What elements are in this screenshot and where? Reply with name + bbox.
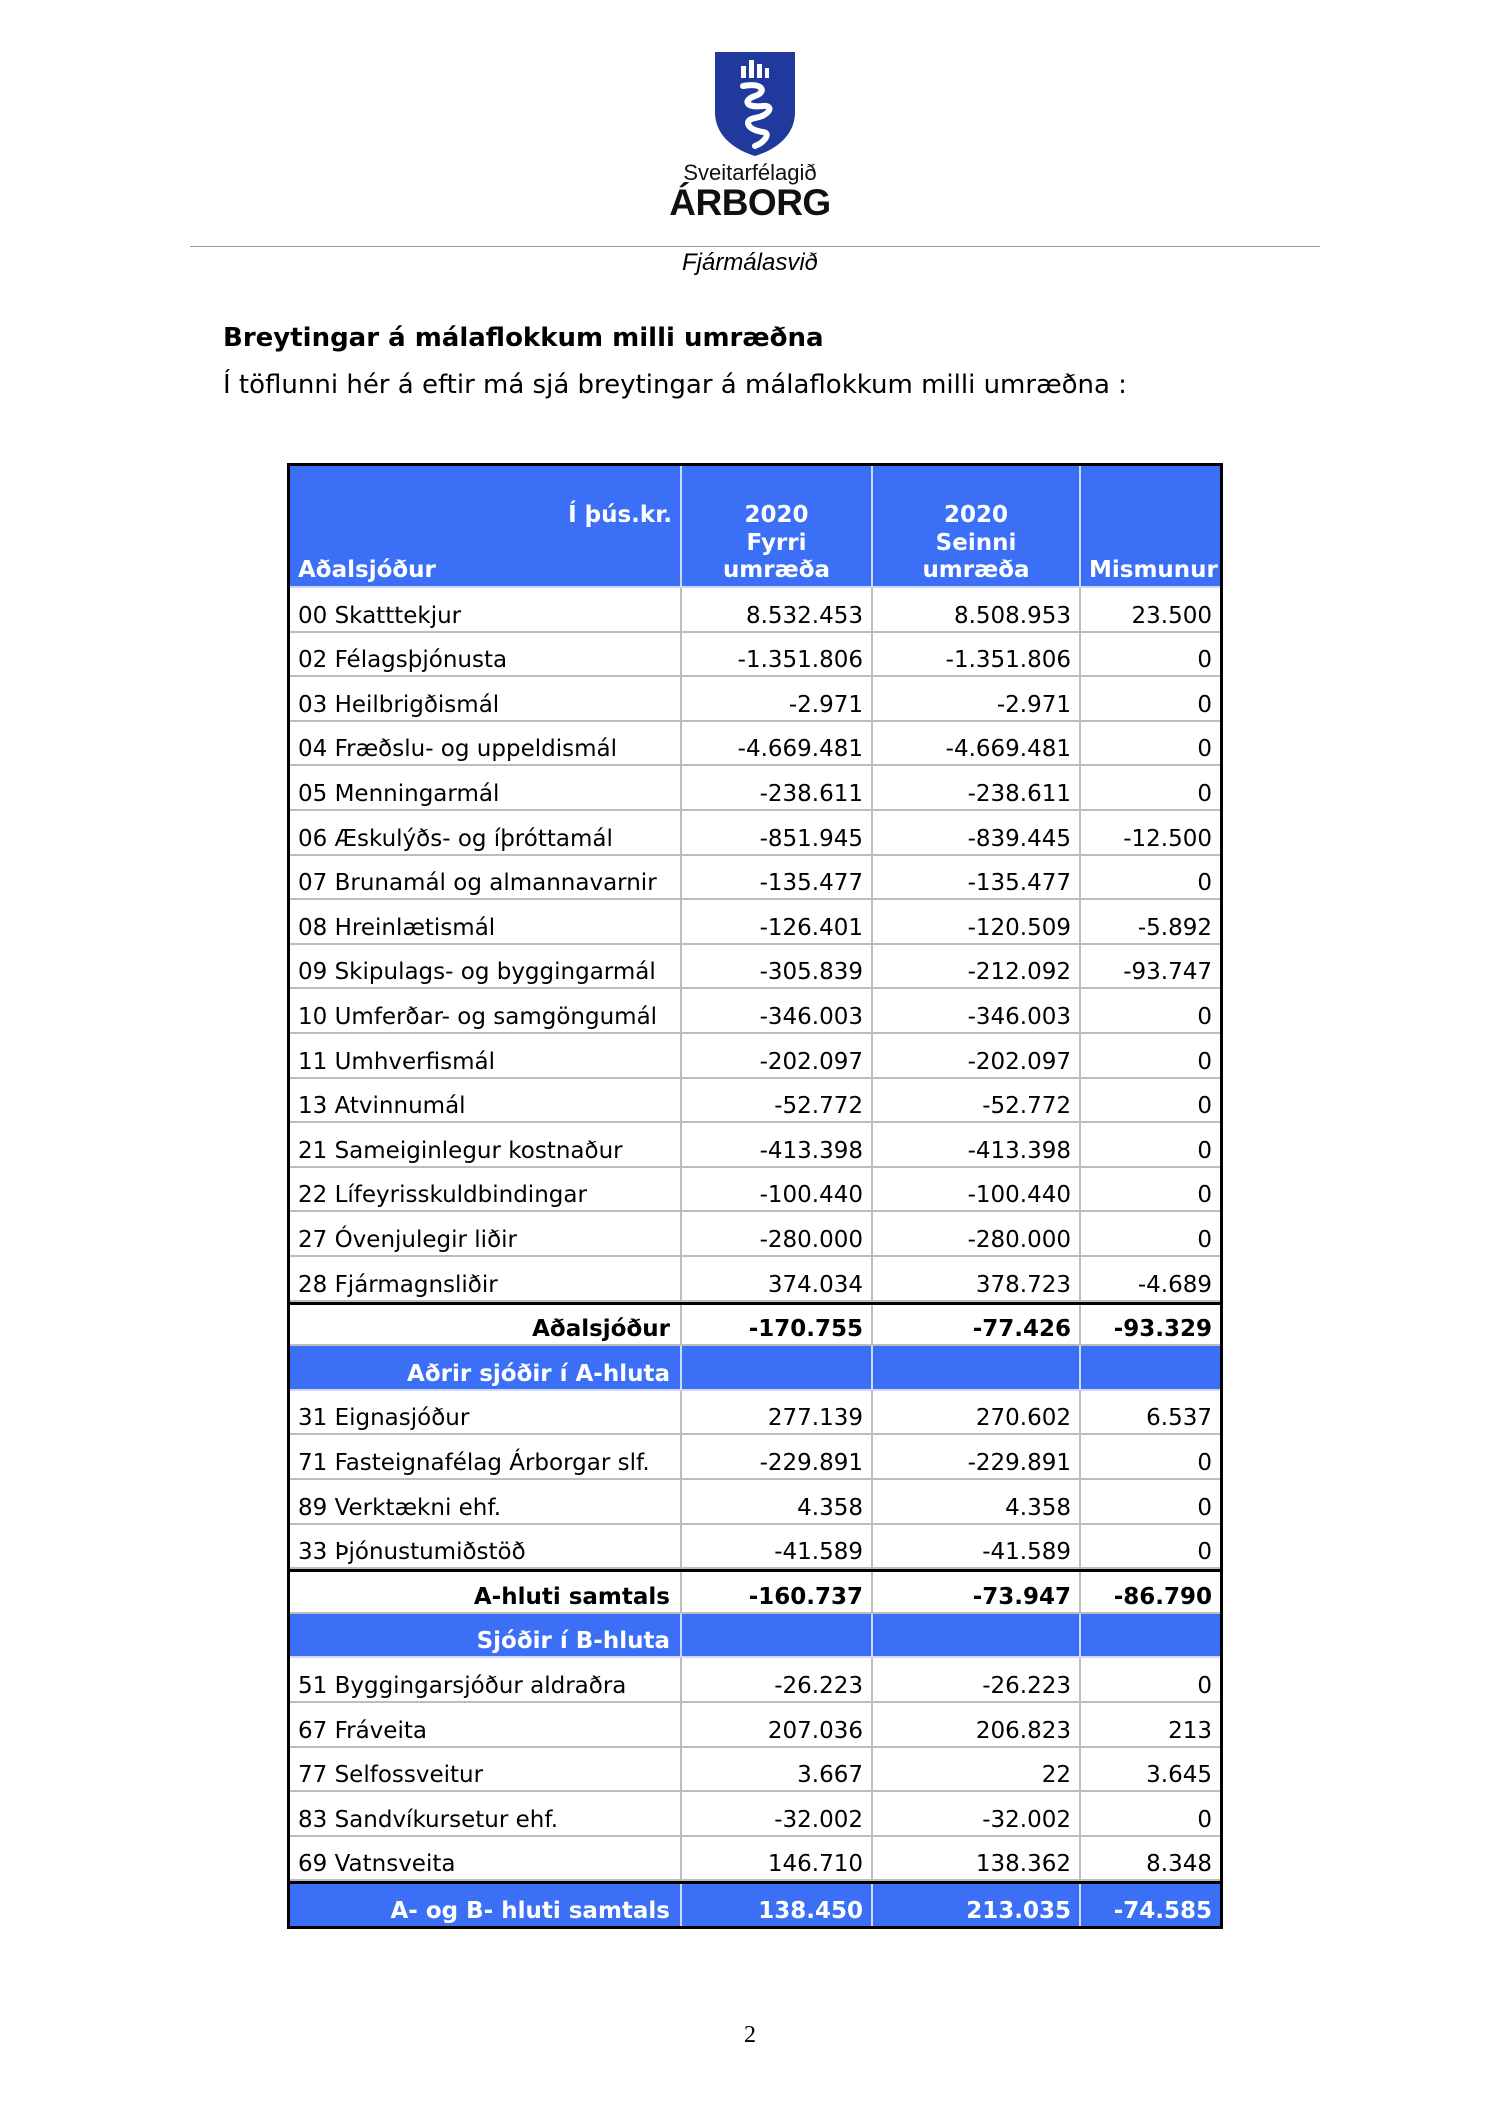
grand-row xyxy=(290,1881,1220,1926)
row-label: 89 Verktækni ehf. xyxy=(290,1480,682,1525)
difference-value: -5.892 xyxy=(1081,900,1220,945)
difference-value: -93.329 xyxy=(1081,1305,1220,1347)
first-reading-value: -238.611 xyxy=(682,766,873,811)
row-label: 06 Æskulýðs- og íþróttamál xyxy=(290,811,682,856)
intro-text: Í töflunni hér á eftir má sjá breytingar á málaflokkum milli umræðna : xyxy=(223,370,1127,400)
first-reading-value: -280.000 xyxy=(682,1212,873,1257)
difference-value: 6.537 xyxy=(1081,1391,1220,1436)
second-reading-value: -26.223 xyxy=(873,1658,1081,1703)
second-reading-value xyxy=(873,1614,1081,1659)
first-reading-value: -4.669.481 xyxy=(682,722,873,767)
table-row xyxy=(290,989,1220,1034)
second-reading-value: -280.000 xyxy=(873,1212,1081,1257)
second-reading-value: -41.589 xyxy=(873,1525,1081,1570)
col-first-label-a: Fyrri xyxy=(746,530,807,556)
table-row xyxy=(290,722,1220,767)
first-reading-value: 3.667 xyxy=(682,1748,873,1793)
section-row xyxy=(290,1346,1220,1391)
first-reading-value xyxy=(682,1346,873,1391)
row-label: 33 Þjónustumiðstöð xyxy=(290,1525,682,1570)
row-label: 31 Eignasjóður xyxy=(290,1391,682,1436)
table-row xyxy=(290,1123,1220,1168)
first-reading-value: -1.351.806 xyxy=(682,633,873,678)
difference-value: 23.500 xyxy=(1081,588,1220,633)
row-label: 02 Félagsþjónusta xyxy=(290,633,682,678)
first-reading-value: 8.532.453 xyxy=(682,588,873,633)
row-label: 07 Brunamál og almannavarnir xyxy=(290,856,682,901)
second-reading-value: -4.669.481 xyxy=(873,722,1081,767)
difference-value: 213 xyxy=(1081,1703,1220,1748)
second-reading-value: -229.891 xyxy=(873,1435,1081,1480)
difference-value: 0 xyxy=(1081,1079,1220,1124)
row-label: Sjóðir í B-hluta xyxy=(290,1614,682,1659)
row-label: A-hluti samtals xyxy=(290,1572,682,1614)
row-label: 08 Hreinlætismál xyxy=(290,900,682,945)
second-reading-value xyxy=(873,1346,1081,1391)
difference-value: 0 xyxy=(1081,677,1220,722)
row-label: 22 Lífeyrisskuldbindingar xyxy=(290,1168,682,1213)
difference-value: 0 xyxy=(1081,1168,1220,1213)
row-label: Aðrir sjóðir í A-hluta xyxy=(290,1346,682,1391)
second-reading-value: 206.823 xyxy=(873,1703,1081,1748)
second-reading-value: -73.947 xyxy=(873,1572,1081,1614)
difference-value: 0 xyxy=(1081,1435,1220,1480)
table-row xyxy=(290,677,1220,722)
row-label: 27 Óvenjulegir liðir xyxy=(290,1212,682,1257)
col-second-label-b: umræða xyxy=(922,557,1030,583)
budget-changes-table xyxy=(287,463,1223,1929)
table-row xyxy=(290,1525,1220,1570)
difference-value: -74.585 xyxy=(1081,1884,1220,1926)
first-reading-value xyxy=(682,1614,873,1659)
first-reading-value: -160.737 xyxy=(682,1572,873,1614)
row-label: 83 Sandvíkursetur ehf. xyxy=(290,1792,682,1837)
row-label: 10 Umferðar- og samgöngumál xyxy=(290,989,682,1034)
table-row xyxy=(290,900,1220,945)
difference-value: 0 xyxy=(1081,766,1220,811)
first-reading-value: 146.710 xyxy=(682,1837,873,1882)
unit-label: Í þús.kr. xyxy=(290,466,682,530)
difference-value: -86.790 xyxy=(1081,1572,1220,1614)
row-label: 77 Selfossveitur xyxy=(290,1748,682,1793)
col-first-reading-header xyxy=(682,530,873,588)
second-reading-value: 8.508.953 xyxy=(873,588,1081,633)
col-diff-header: Mismunur xyxy=(1081,530,1220,588)
difference-value: -4.689 xyxy=(1081,1257,1220,1302)
row-label: 67 Fráveita xyxy=(290,1703,682,1748)
first-reading-value: -41.589 xyxy=(682,1525,873,1570)
col-second-label-a: Seinni xyxy=(935,530,1017,556)
first-reading-value: -52.772 xyxy=(682,1079,873,1124)
first-reading-value: -32.002 xyxy=(682,1792,873,1837)
difference-value: 0 xyxy=(1081,1480,1220,1525)
row-label: 05 Menningarmál xyxy=(290,766,682,811)
first-reading-value: -2.971 xyxy=(682,677,873,722)
second-reading-value: 270.602 xyxy=(873,1391,1081,1436)
col-fund-header: Aðalsjóður xyxy=(290,530,682,588)
difference-value: 0 xyxy=(1081,1792,1220,1837)
difference-value: 0 xyxy=(1081,1658,1220,1703)
second-reading-value: 4.358 xyxy=(873,1480,1081,1525)
col-first-year: 2020 xyxy=(682,466,873,530)
second-reading-value: -839.445 xyxy=(873,811,1081,856)
second-reading-value: 138.362 xyxy=(873,1837,1081,1882)
difference-value: 0 xyxy=(1081,1123,1220,1168)
first-reading-value: -170.755 xyxy=(682,1305,873,1347)
table-row xyxy=(290,1391,1220,1436)
difference-value: 0 xyxy=(1081,633,1220,678)
row-label: 00 Skatttekjur xyxy=(290,588,682,633)
table-row xyxy=(290,1480,1220,1525)
second-reading-value: -77.426 xyxy=(873,1305,1081,1347)
table-row xyxy=(290,1748,1220,1793)
difference-value: -12.500 xyxy=(1081,811,1220,856)
col-second-year: 2020 xyxy=(873,466,1081,530)
second-reading-value: -413.398 xyxy=(873,1123,1081,1168)
row-label: 21 Sameiginlegur kostnaður xyxy=(290,1123,682,1168)
row-label: A- og B- hluti samtals xyxy=(290,1884,682,1926)
second-reading-value: -135.477 xyxy=(873,856,1081,901)
second-reading-value: 213.035 xyxy=(873,1884,1081,1926)
difference-value: 0 xyxy=(1081,1212,1220,1257)
section-heading: Breytingar á málaflokkum milli umræðna xyxy=(223,323,824,353)
second-reading-value: -202.097 xyxy=(873,1034,1081,1079)
second-reading-value: -100.440 xyxy=(873,1168,1081,1213)
second-reading-value: -120.509 xyxy=(873,900,1081,945)
first-reading-value: -229.891 xyxy=(682,1435,873,1480)
first-reading-value: 277.139 xyxy=(682,1391,873,1436)
table-row xyxy=(290,1837,1220,1882)
table-row xyxy=(290,1168,1220,1213)
table-row xyxy=(290,1079,1220,1124)
first-reading-value: -851.945 xyxy=(682,811,873,856)
first-reading-value: -346.003 xyxy=(682,989,873,1034)
org-name-line1: Sveitarfélagið xyxy=(683,160,817,185)
first-reading-value: -126.401 xyxy=(682,900,873,945)
section-row xyxy=(290,1614,1220,1659)
table-row xyxy=(290,811,1220,856)
row-label: 28 Fjármagnsliðir xyxy=(290,1257,682,1302)
difference-value: 0 xyxy=(1081,722,1220,767)
org-name-line2: ÁRBORG xyxy=(669,182,831,223)
total-row xyxy=(290,1302,1220,1347)
arborg-crest-logo xyxy=(713,50,797,158)
col-first-label-b: umræða xyxy=(722,557,831,583)
total-row xyxy=(290,1569,1220,1614)
table-row xyxy=(290,1658,1220,1703)
first-reading-value: -135.477 xyxy=(682,856,873,901)
row-label: 13 Atvinnumál xyxy=(290,1079,682,1124)
table-row xyxy=(290,1212,1220,1257)
second-reading-value: -2.971 xyxy=(873,677,1081,722)
table-row xyxy=(290,856,1220,901)
table-row xyxy=(290,1435,1220,1480)
first-reading-value: -26.223 xyxy=(682,1658,873,1703)
col-second-reading-header xyxy=(873,530,1081,588)
header-divider xyxy=(190,246,1320,247)
table-row xyxy=(290,766,1220,811)
row-label: 71 Fasteignafélag Árborgar slf. xyxy=(290,1435,682,1480)
first-reading-value: -202.097 xyxy=(682,1034,873,1079)
row-label: 03 Heilbrigðismál xyxy=(290,677,682,722)
table-header-row-1 xyxy=(290,466,1220,530)
first-reading-value: 374.034 xyxy=(682,1257,873,1302)
table-row xyxy=(290,1703,1220,1748)
second-reading-value: -32.002 xyxy=(873,1792,1081,1837)
difference-value: -93.747 xyxy=(1081,945,1220,990)
first-reading-value: -100.440 xyxy=(682,1168,873,1213)
difference-value: 3.645 xyxy=(1081,1748,1220,1793)
department-name: Fjármálasvið xyxy=(681,249,819,276)
difference-value: 0 xyxy=(1081,989,1220,1034)
table-header-row-2 xyxy=(290,530,1220,588)
row-label: 09 Skipulags- og byggingarmál xyxy=(290,945,682,990)
difference-value: 0 xyxy=(1081,1525,1220,1570)
row-label: Aðalsjóður xyxy=(290,1305,682,1347)
difference-value: 8.348 xyxy=(1081,1837,1220,1882)
first-reading-value: 4.358 xyxy=(682,1480,873,1525)
first-reading-value: 207.036 xyxy=(682,1703,873,1748)
row-label: 69 Vatnsveita xyxy=(290,1837,682,1882)
difference-value: 0 xyxy=(1081,1034,1220,1079)
second-reading-value: 22 xyxy=(873,1748,1081,1793)
first-reading-value: 138.450 xyxy=(682,1884,873,1926)
table-row xyxy=(290,633,1220,678)
row-label: 04 Fræðslu- og uppeldismál xyxy=(290,722,682,767)
second-reading-value: -346.003 xyxy=(873,989,1081,1034)
second-reading-value: -1.351.806 xyxy=(873,633,1081,678)
second-reading-value: -212.092 xyxy=(873,945,1081,990)
first-reading-value: -413.398 xyxy=(682,1123,873,1168)
col-diff-blank xyxy=(1081,466,1220,530)
table-row xyxy=(290,945,1220,990)
table-row xyxy=(290,588,1220,633)
second-reading-value: -52.772 xyxy=(873,1079,1081,1124)
row-label: 51 Byggingarsjóður aldraðra xyxy=(290,1658,682,1703)
table-row xyxy=(290,1257,1220,1302)
difference-value xyxy=(1081,1614,1220,1659)
table-row xyxy=(290,1034,1220,1079)
second-reading-value: -238.611 xyxy=(873,766,1081,811)
difference-value xyxy=(1081,1346,1220,1391)
first-reading-value: -305.839 xyxy=(682,945,873,990)
second-reading-value: 378.723 xyxy=(873,1257,1081,1302)
page-number: 2 xyxy=(744,2022,756,2048)
table-row xyxy=(290,1792,1220,1837)
row-label: 11 Umhverfismál xyxy=(290,1034,682,1079)
difference-value: 0 xyxy=(1081,856,1220,901)
